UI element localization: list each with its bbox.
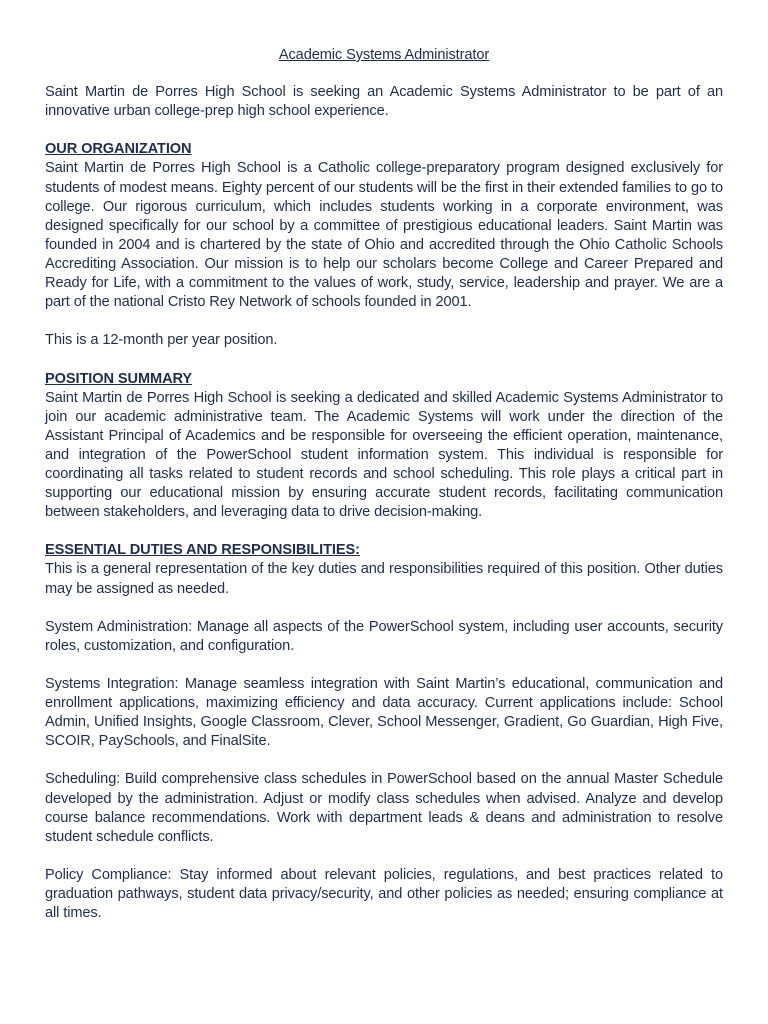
intro-paragraph: Saint Martin de Porres High School is seeking an Academic Systems Administrator to be part of an innovative urban college-prep high school experience. (45, 84, 723, 120)
duty-systems-integration: Systems Integration: Manage seamless integration with Saint Martin’s educational, communication and enrollment applications, maximizing efficiency and data accuracy. Current applications include: School Admin, Unified Insights, Google Classroom, Clever, School Messenger, Gradient, Go Guardian, High Five, SCOIR, PaySchools, and FinalSite. (45, 676, 723, 750)
position-note: This is a 12-month per year position. (45, 332, 278, 349)
summary-section (45, 370, 723, 523)
duties-section (45, 541, 723, 598)
duties-intro: This is a general representation of the key duties and responsibilities required of this position. Other duties may be assigned as needed. (45, 561, 723, 597)
document-title: Academic Systems Administrator (278, 47, 490, 63)
organization-section (45, 140, 723, 312)
organization-heading: OUR ORGANIZATION (45, 141, 192, 158)
document-page (45, 46, 723, 942)
duty-scheduling: Scheduling: Build comprehensive class schedules in PowerSchool based on the annual Master Schedule developed by the administration. Adjust or modify class schedules when advised. Analyze and develop course balance recommendations. Work with department leads & deans and administration to resolve student schedule conflicts. (45, 771, 723, 845)
duties-heading: ESSENTIAL DUTIES AND RESPONSIBILITIES: (45, 542, 360, 559)
summary-heading: POSITION SUMMARY (45, 370, 193, 387)
organization-body: Saint Martin de Porres High School is a Catholic college-preparatory program designed exclusively for students of modest means. Eighty percent of our students will be the first in their extended families to go to college. Our rigorous curriculum, which includes students working in a corporate environment, was designed specifically for our school by a committee of prestigious educational leaders. Saint Martin was founded in 2004 and is chartered by the state of Ohio and accredited through the Ohio Catholic Schools Accrediting Association. Our mission is to help our scholars become College and Career Prepared and Ready for Life, with a commitment to the values of work, study, service, leadership and prayer. We are a part of the national Cristo Rey Network of schools founded in 2001. (45, 160, 723, 311)
summary-body: Saint Martin de Porres High School is seeking a dedicated and skilled Academic Systems Administrator to join our academic administrative team. The Academic Systems will work under the direction of the Assistant Principal of Academics and be responsible for overseeing the efficient operation, maintenance, and integration of the PowerSchool student information system. This individual is responsible for coordinating all tasks related to student records and school scheduling. This role plays a critical part in supporting our educational mission by ensuring accurate student records, facilitating communication between stakeholders, and leveraging data to drive decision-making. (45, 389, 723, 521)
duty-policy-compliance: Policy Compliance: Stay informed about relevant policies, regulations, and best practices related to graduation pathways, student data privacy/security, and other policies as needed; ensuring compliance at all times. (45, 866, 723, 922)
duty-system-administration: System Administration: Manage all aspects of the PowerSchool system, including user accounts, security roles, customization, and configuration. (45, 618, 723, 654)
